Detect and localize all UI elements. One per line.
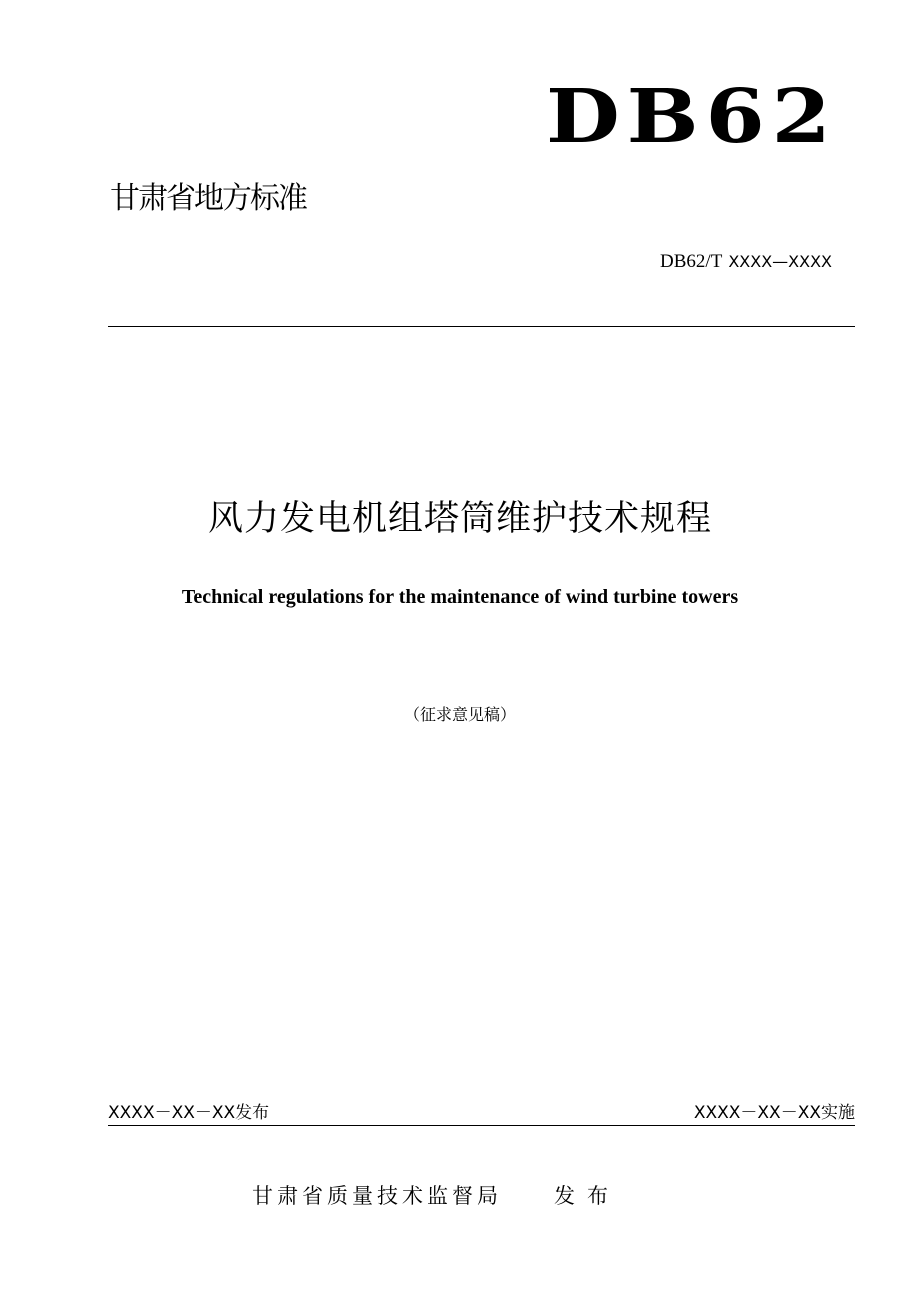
db62-logo: DB62	[546, 74, 838, 160]
issue-label: 发布	[554, 1184, 620, 1208]
document-title-english: Technical regulations for the maintenance of wind turbine towers	[181, 586, 739, 608]
standard-number	[660, 252, 832, 271]
draft-status: （征求意见稿）	[403, 705, 516, 724]
publish-date: XXXX－XX－XX发布	[108, 1103, 270, 1123]
bottom-divider	[108, 1125, 855, 1126]
implement-date: XXXX－XX－XX实施	[693, 1103, 855, 1123]
document-title-chinese: 风力发电机组塔筒维护技术规程	[207, 499, 712, 539]
date-row	[108, 1102, 855, 1124]
standard-number-code: XXXX—XXXX	[728, 252, 832, 271]
top-divider	[108, 326, 855, 327]
standard-number-prefix: DB62/T	[660, 251, 723, 272]
issuing-agency: 甘肃省质量技术监督局	[252, 1184, 502, 1208]
issuer-row	[252, 1186, 620, 1207]
standard-type: 甘肃省地方标准	[110, 181, 306, 216]
